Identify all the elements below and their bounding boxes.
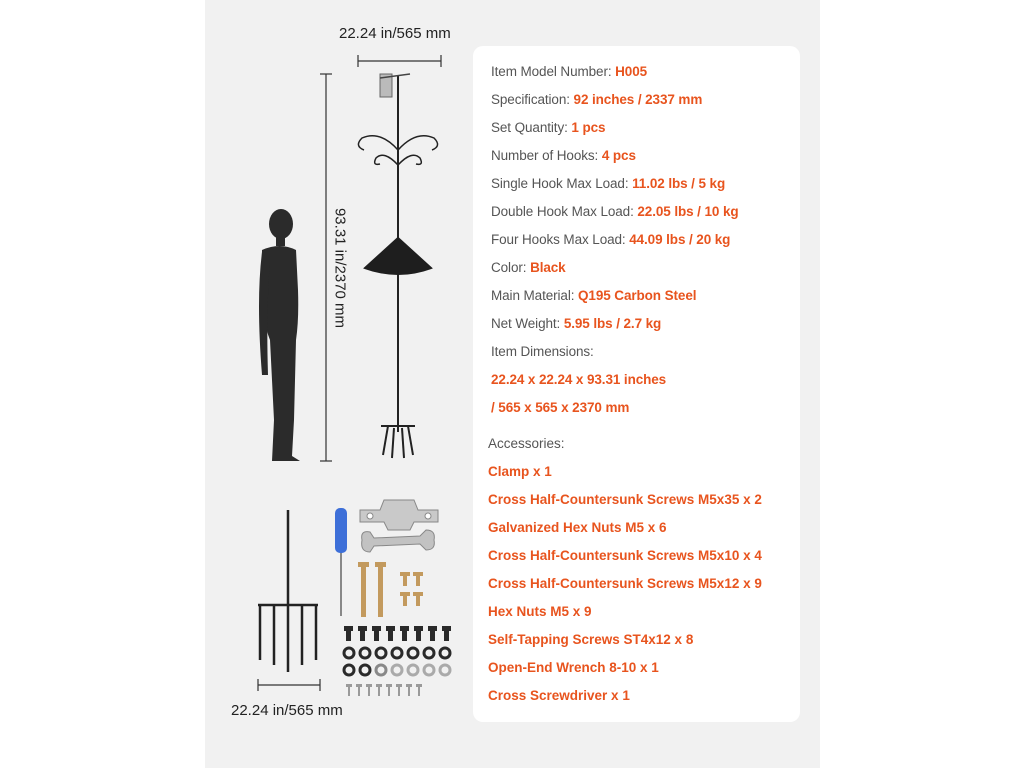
spec-weight: Net Weight: 5.95 lbs / 2.7 kg	[491, 316, 662, 331]
bottom-width-label: 22.24 in/565 mm	[231, 702, 343, 719]
accessory-item: Cross Half-Countersunk Screws M5x35 x 2	[488, 492, 762, 507]
accessories-title: Accessories:	[488, 436, 565, 451]
accessory-item: Clamp x 1	[488, 464, 552, 479]
accessory-item: Cross Half-Countersunk Screws M5x12 x 9	[488, 576, 762, 591]
spec-four-load: Four Hooks Max Load: 44.09 lbs / 20 kg	[491, 232, 731, 247]
spec-dimensions-inches: 22.24 x 22.24 x 93.31 inches	[491, 372, 667, 387]
bottom-width-dimension-line	[258, 679, 320, 691]
height-dimension-line	[320, 74, 332, 461]
wrench-icon	[362, 530, 435, 552]
screwdriver-icon	[335, 508, 347, 616]
spec-quantity: Set Quantity: 1 pcs	[491, 120, 606, 135]
height-label: 93.31 in/2370 mm	[331, 207, 349, 329]
spec-card	[473, 46, 800, 722]
top-width-label: 22.24 in/565 mm	[339, 25, 451, 42]
screw-icon	[344, 626, 451, 641]
spec-double-load: Double Hook Max Load: 22.05 lbs / 10 kg	[491, 204, 739, 219]
accessory-item: Cross Screwdriver x 1	[488, 688, 630, 703]
spec-dimensions-mm: / 565 x 565 x 2370 mm	[491, 400, 630, 415]
spec-model: Item Model Number: H005	[491, 64, 648, 79]
top-width-dimension-line	[358, 55, 441, 67]
hex-nut-icon	[344, 648, 450, 675]
accessory-item: Self-Tapping Screws ST4x12 x 8	[488, 632, 694, 647]
human-silhouette-icon	[259, 209, 300, 461]
spec-dimensions: Item Dimensions:	[491, 344, 594, 359]
spec-hooks: Number of Hooks: 4 pcs	[491, 148, 636, 163]
spec-color: Color: Black	[491, 260, 566, 275]
pole-base-icon	[258, 510, 318, 672]
spec-single-load: Single Hook Max Load: 11.02 lbs / 5 kg	[491, 176, 726, 191]
accessory-item: Hex Nuts M5 x 9	[488, 604, 592, 619]
clamp-icon	[360, 500, 438, 530]
spec-specification: Specification: 92 inches / 2337 mm	[491, 92, 703, 107]
bird-feeder-pole-icon	[358, 74, 437, 458]
accessory-item: Cross Half-Countersunk Screws M5x10 x 4	[488, 548, 762, 563]
accessory-item: Open-End Wrench 8-10 x 1	[488, 660, 659, 675]
screw-icon	[358, 562, 423, 617]
screw-icon	[346, 684, 422, 696]
accessory-item: Galvanized Hex Nuts M5 x 6	[488, 520, 667, 535]
spec-material: Main Material: Q195 Carbon Steel	[491, 288, 697, 303]
